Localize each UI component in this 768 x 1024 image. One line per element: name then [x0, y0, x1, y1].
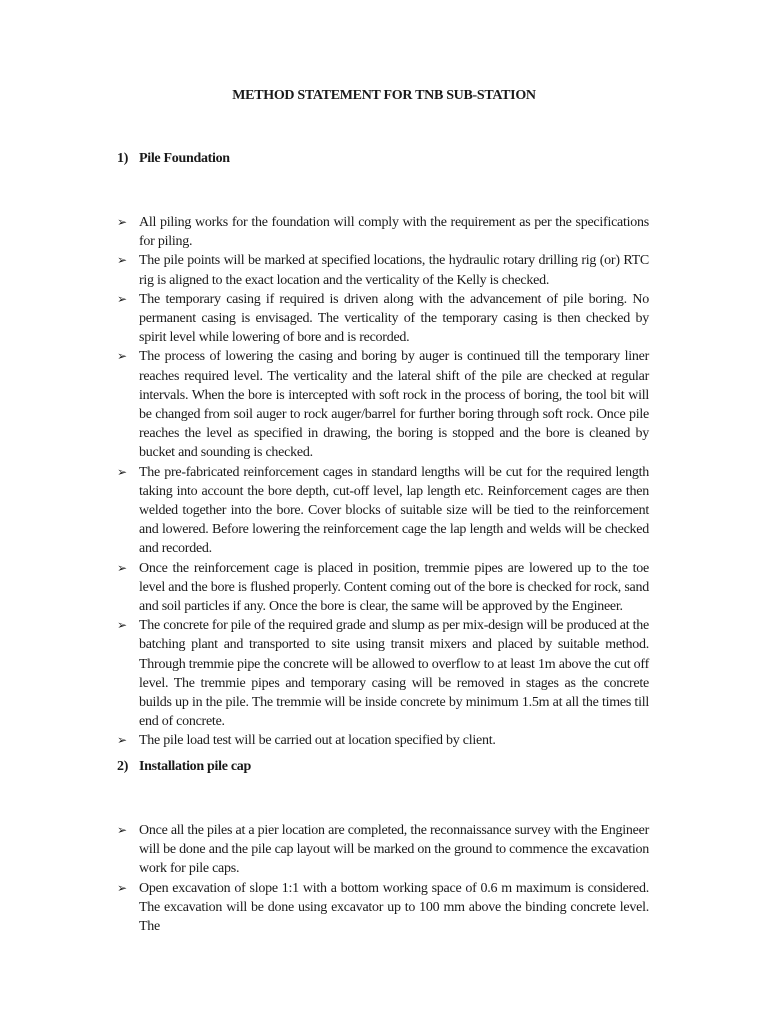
list-item-text: The concrete for pile of the required grade and slump as per mix-design will be produced at the batching plant and transported to site using transit mixers and placed by suitable method. Through tremmie pipe the concrete will be allowed to overflow to at least 1m above the cut off level. The tremmie pipes and temporary casing will be removed in stages as the concrete builds up in the pile. The tremmie will be inside concrete by minimum 1.5m at all the times till end of concrete.: [139, 618, 649, 730]
document-title: METHOD STATEMENT FOR TNB SUB-STATION: [232, 88, 536, 103]
arrow-bullet-icon: ➢: [117, 880, 127, 895]
list-item-text: The process of lowering the casing and boring by auger is continued till the temporary liner reaches required level. The verticality and the lateral shift of the pile are checked at regular intervals. When the bore is intercepted with soft rock in the process of boring, the tool bit will be changed from soil auger to rock auger/barrel for further boring through soft rock. Once pile reaches the level as specified in drawing, the boring is stopped and the bore is cleaned by bucket and sounding is checked.: [139, 349, 649, 461]
section-title: Installation pile cap: [139, 759, 251, 774]
list-item-text: The pile points will be marked at specified locations, the hydraulic rotary drilling rig (or) RTC rig is aligned to the exact location and the verticality of the Kelly is checked.: [139, 253, 649, 288]
section-heading-pile-foundation: [117, 151, 230, 167]
arrow-bullet-icon: ➢: [117, 560, 127, 575]
list-item-text: Once the reinforcement cage is placed in position, tremmie pipes are lowered up to the toe level and the bore is flushed properly. Content coming out of the bore is checked for rock, sand and soil particles if any. Once the bore is clear, the same will be approved by the Engineer.: [139, 560, 649, 615]
list-item: [117, 347, 649, 462]
list-item: [117, 463, 649, 559]
list-item-text: All piling works for the foundation will comply with the requirement as per the specifications for piling.: [139, 215, 649, 250]
list-item-text: The pre-fabricated reinforcement cages in standard lengths will be cut for the required length taking into account the bore depth, cut-off level, lap length etc. Reinforcement cages are then welded together into the bore. Cover blocks of suitable size will be tied to the reinforcement and lowered. Before lowering the reinforcement cage the lap length and welds will be checked and recorded.: [139, 464, 649, 557]
list-item: [117, 616, 649, 731]
section-title: Pile Foundation: [139, 151, 230, 166]
list-item-text: Open excavation of slope 1:1 with a bottom working space of 0.6 m maximum is considered. The excavation will be done using excavator up to 100 mm above the binding concrete level. The: [139, 880, 649, 935]
arrow-bullet-icon: ➢: [117, 349, 127, 364]
arrow-bullet-icon: ➢: [117, 253, 127, 268]
arrow-bullet-icon: ➢: [117, 464, 127, 479]
list-item: [117, 821, 649, 879]
list-item: [117, 251, 649, 289]
arrow-bullet-icon: ➢: [117, 215, 127, 229]
bullet-list-installation-pile-cap: [117, 821, 649, 936]
list-item: [117, 559, 649, 617]
section-number: 1): [117, 151, 129, 166]
arrow-bullet-icon: ➢: [117, 291, 127, 306]
arrow-bullet-icon: ➢: [117, 823, 127, 837]
list-item: [117, 731, 649, 750]
list-item-text: The temporary casing if required is driven along with the advancement of pile boring. No permanent casing is envisaged. The verticality of the temporary casing is then checked by spirit level while lowering of bore and is recorded.: [139, 291, 649, 346]
list-item: [117, 290, 649, 348]
arrow-bullet-icon: ➢: [117, 733, 127, 748]
section-number: 2): [117, 759, 129, 774]
arrow-bullet-icon: ➢: [117, 618, 127, 633]
list-item-text: Once all the piles at a pier location are completed, the reconnaissance survey with the Engineer will be done and the pile cap layout will be marked on the ground to commence the excavation work for pile caps.: [139, 823, 649, 877]
section-heading-installation-pile-cap: [117, 759, 251, 775]
list-item-text: The pile load test will be carried out at location specified by client.: [139, 733, 496, 749]
list-item: [117, 213, 649, 251]
bullet-list-pile-foundation: [117, 213, 649, 751]
list-item: [117, 879, 649, 937]
